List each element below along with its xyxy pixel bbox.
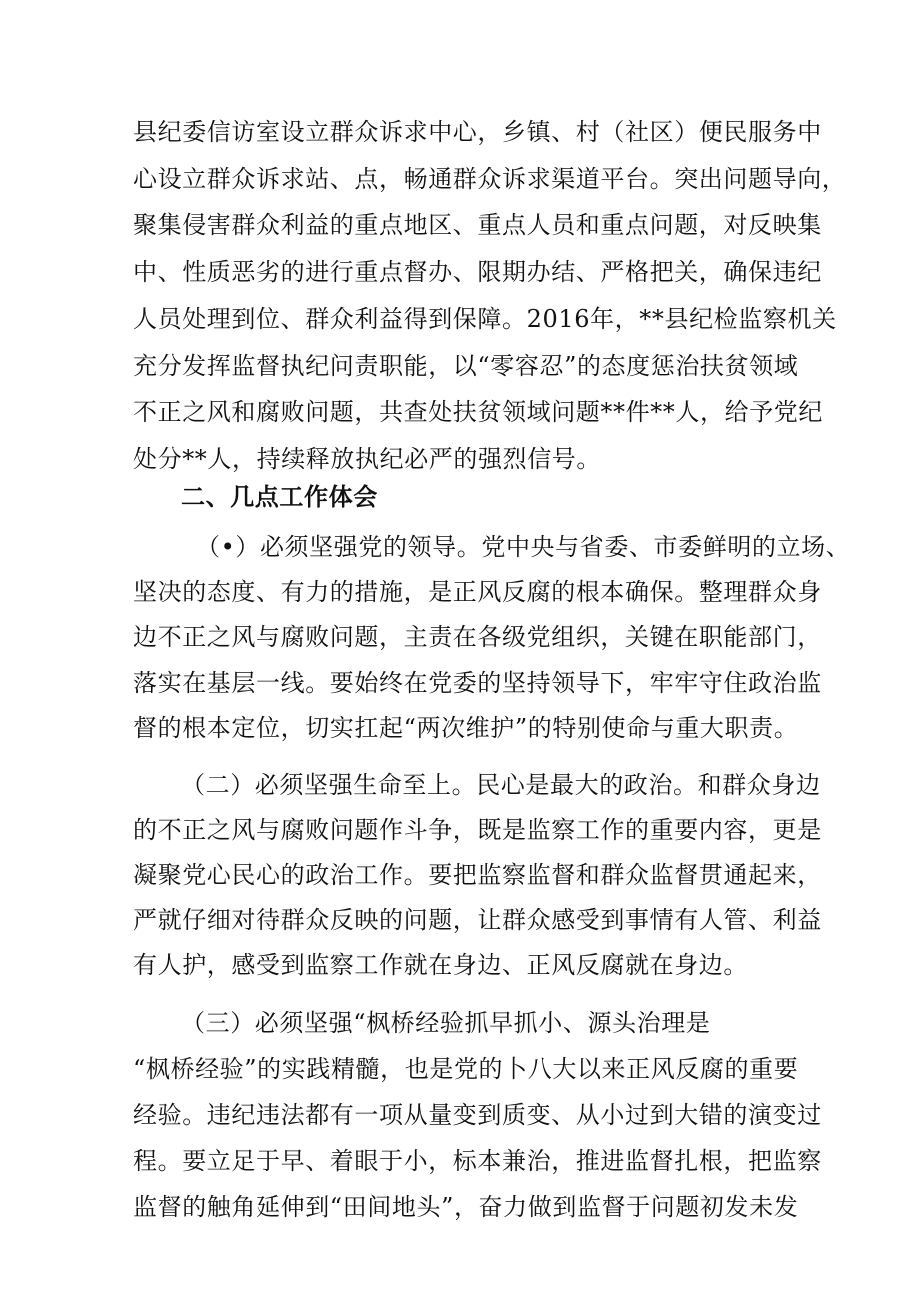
section-heading: 二、几点工作体会: [181, 482, 378, 511]
paragraph-3-line-4: 严就仔细对待群众反映的问题，让群众感受到事情有人管、利益: [133, 906, 822, 934]
paragraph-1-line-3: 聚集侵害群众利益的重点地区、重点人员和重点问题，对反映集: [133, 211, 822, 239]
paragraph-1-line-6: 充分发挥监督执纪问责职能，以“零容忍”的态度惩治扶贫领域: [133, 352, 799, 380]
paragraph-4-line-4: 程。要立足于早、着眼于小，标本兼治，推进监督扎根，把监察: [133, 1147, 822, 1175]
paragraph-2-line-2: 坚决的态度、有力的措施，是正风反腐的根本确保。整理群众身: [133, 578, 822, 606]
paragraph-4-line-3: 经验。违纪违法都有一项从量变到质变、从小过到大错的演变过: [133, 1101, 822, 1129]
paragraph-3-line-3: 凝聚党心民心的政治工作。要把监察监督和群众监督贯通起来，: [133, 861, 822, 889]
paragraph-3-line-2: 的不正之风与腐败问题作斗争，既是监察工作的重要内容，更是: [133, 816, 822, 844]
paragraph-1-line-5: 人员处理到位、群众利益得到保障。2016年，**县纪检监察机关: [133, 305, 837, 333]
paragraph-1-line-4: 中、性质恶劣的进行重点督办、限期办结、严格把关，确保违纪: [133, 258, 822, 286]
paragraph-4-line-1: （三）必须坚强“枫桥经验抓早抓小、源头治理是: [181, 1009, 711, 1037]
paragraph-2-line-1: （•）必须坚强党的领导。党中央与省委、市委鲜明的立场、: [196, 533, 851, 561]
paragraph-2-line-4: 落实在基层一线。要始终在党委的坚持领导下，牢牢守住政治监: [133, 669, 822, 697]
paragraph-1-line-2: 心设立群众诉求站、点，畅通群众诉求渠道平台。突出问题导向，: [133, 165, 847, 193]
paragraph-4-line-5: 监督的触角延伸到“田间地头”，奋力做到监督于问题初发未发: [133, 1193, 799, 1221]
paragraph-1-line-1: 县纪委信访室设立群众诉求中心，乡镇、村（社区）便民服务中: [133, 118, 822, 146]
paragraph-3-line-1: （二）必须坚强生命至上。民心是最大的政治。和群众身边: [181, 771, 821, 799]
paragraph-2-line-5: 督的根本定位，切实扛起“两次维护”的特别使命与重大职责。: [133, 714, 799, 742]
paragraph-1-line-8: 处分**人，持续释放执纪必严的强烈信号。: [133, 445, 601, 473]
paragraph-2-line-3: 边不正之风与腐败问题，主责在各级党组织，关键在职能部门，: [133, 623, 822, 651]
paragraph-3-line-5: 有人护，感受到监察工作就在身边、正风反腐就在身边。: [133, 951, 748, 979]
paragraph-4-line-2: “枫桥经验”的实践精髓，也是党的卜八大以来正风反腐的重要: [133, 1055, 799, 1083]
paragraph-1-line-7: 不正之风和腐败问题，共查处扶贫领域问题**件**人，给予党纪: [133, 398, 823, 426]
